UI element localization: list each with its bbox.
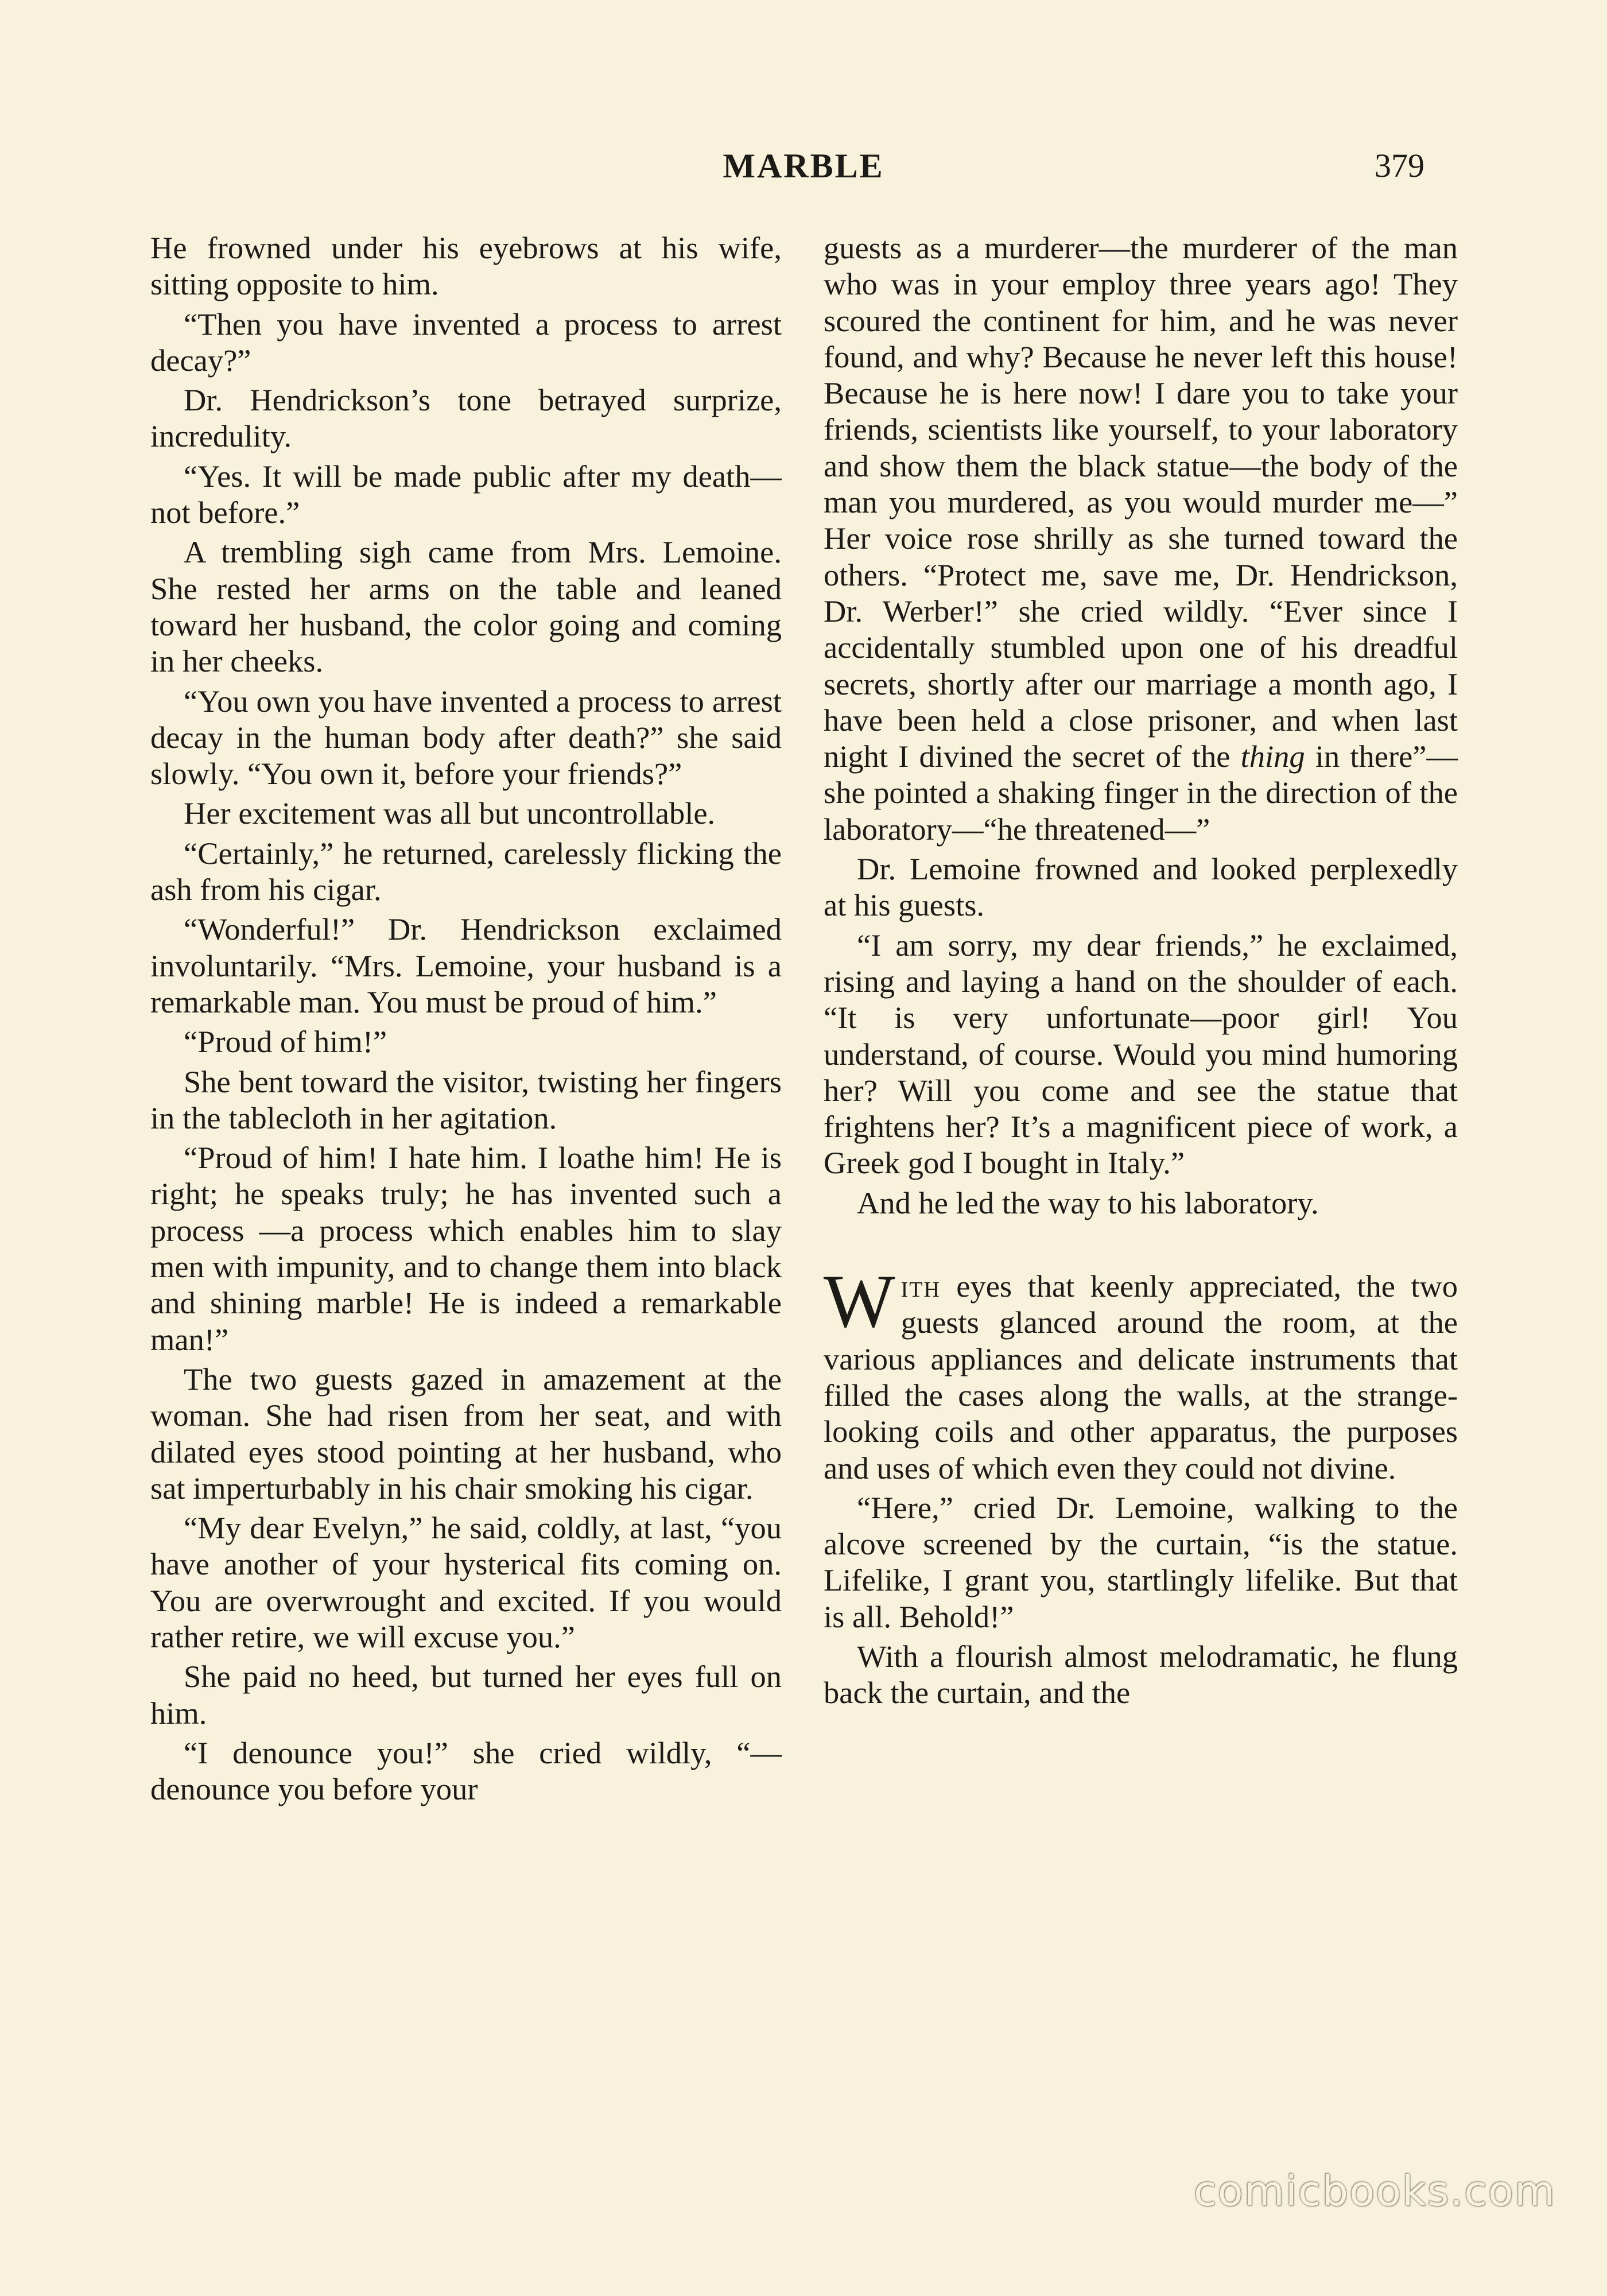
italic-word: thing xyxy=(1240,739,1305,774)
continued-text-end: in there”—she pointed a shaking finger in the direction of the laboratory—“he threatened—” xyxy=(824,739,1458,847)
paragraph: With a flourish almost melodramatic, he flung back the curtain, and the xyxy=(824,1638,1458,1711)
paragraph: A trembling sigh came from Mrs. Lemoine. She rested her arms on the table and leaned toward her husband, the color going and coming in her cheeks. xyxy=(150,534,782,679)
paragraph: “I denounce you!” she cried wildly, “—denounce you before your xyxy=(150,1735,782,1807)
section-break xyxy=(824,1259,1458,1711)
paragraph: Her excitement was all but uncontrollable. xyxy=(184,796,716,831)
paragraph: “Wonderful!” Dr. Hendrickson exclaimed involuntarily. “Mrs. Lemoine, your husband is a remarkable man. You must be proud of him.” xyxy=(150,912,782,1019)
paragraph: “My dear Evelyn,” he said, coldly, at last, “you have another of your hysterical fits coming on. You are overwrought and excited. If you would rather retire, we will excuse you.” xyxy=(150,1510,782,1654)
section-lead-paragraph xyxy=(824,1259,1458,1486)
paragraph: Dr. Hendrickson’s tone betrayed surprize, incredulity. xyxy=(150,382,782,454)
paragraph: “Proud of him!” xyxy=(184,1024,387,1060)
paragraph: “I am sorry, my dear friends,” he exclaimed, rising and laying a hand on the shoulder of each. “It is very unfortunate—poor girl! You understand, of course. Would you mind humoring her? Will you come and see the statue that frightens her? It’s a magnificent piece of work, a Greek god I bought in Italy.” xyxy=(824,927,1458,1181)
paragraph: She paid no heed, but turned her eyes full on him. xyxy=(150,1659,782,1731)
paragraph: The two guests gazed in amazement at the woman. She had risen from her seat, and with dilated eyes stood pointing at her husband, who sat imperturbably in his chair smoking his cigar. xyxy=(150,1361,782,1506)
paragraph: Dr. Lemoine frowned and looked perplexedly at his guests. xyxy=(824,851,1458,923)
right-column xyxy=(824,230,1458,1715)
running-header-title: MARBLE xyxy=(723,147,884,185)
watermark-logo: comicbooks.com xyxy=(1194,2167,1556,2215)
left-column xyxy=(150,230,782,1810)
paragraph: “Then you have invented a process to arrest decay?” xyxy=(150,306,782,378)
paragraph: And he led the way to his laboratory. xyxy=(857,1185,1319,1220)
paragraph: “You own you have invented a process to arrest decay in the human body after death?” she said slowly. “You own it, before your friends?” xyxy=(150,683,782,792)
section-lead-text: eyes that keenly appreciated, the two guests glanced around the room, at the various appliances and delicate instruments that filled the cases along the walls, at the strange-looking coils and other apparatus, the purposes and uses of which even they could not divine. xyxy=(824,1269,1458,1486)
paragraph: He frowned under his eyebrows at his wife, sitting opposite to him. xyxy=(150,230,782,302)
drop-cap: W xyxy=(824,1259,895,1344)
page-number: 379 xyxy=(1375,147,1424,184)
paragraph: “Here,” cried Dr. Lemoine, walking to the alcove screened by the curtain, “is the statue. Lifelike, I grant you, startlingly lifelike. But that is all. Behold!” xyxy=(824,1490,1458,1634)
paragraph: She bent toward the visitor, twisting her fingers in the tablecloth in her agitation. xyxy=(150,1064,782,1135)
paragraph: “Certainly,” he returned, carelessly flicking the ash from his cigar. xyxy=(150,835,782,907)
continued-paragraph xyxy=(824,230,1458,847)
continued-text: guests as a murderer—the murderer of the man who was in your employ three years ago! They scoured the continent for him, and he was never found, and why? Because he never left this house! Because he is here now! I dare you to take your friends, scientists like yourself, to your laboratory and show them the black statue—the body of the man you murdered, as you would murder me—” Her voice rose shrilly as she turned toward the others. “Protect me, save me, Dr. Hendrickson, Dr. Werber!” she cried wildly. “Ever since I accidentally stumbled upon one of his dreadful secrets, shortly after our marriage a month ago, I have been held a close prisoner, and when last night I divined the secret of the xyxy=(824,230,1458,774)
paragraph: “Yes. It will be made public after my death—not before.” xyxy=(150,458,782,530)
small-caps-lead: ith xyxy=(900,1269,941,1304)
paragraph: “Proud of him! I hate him. I loathe him! He is right; he speaks truly; he has invented such a process —a process which enables him to slay men with impunity, and to change them into black and shining marble! He is indeed a remarkable man!” xyxy=(150,1140,782,1357)
